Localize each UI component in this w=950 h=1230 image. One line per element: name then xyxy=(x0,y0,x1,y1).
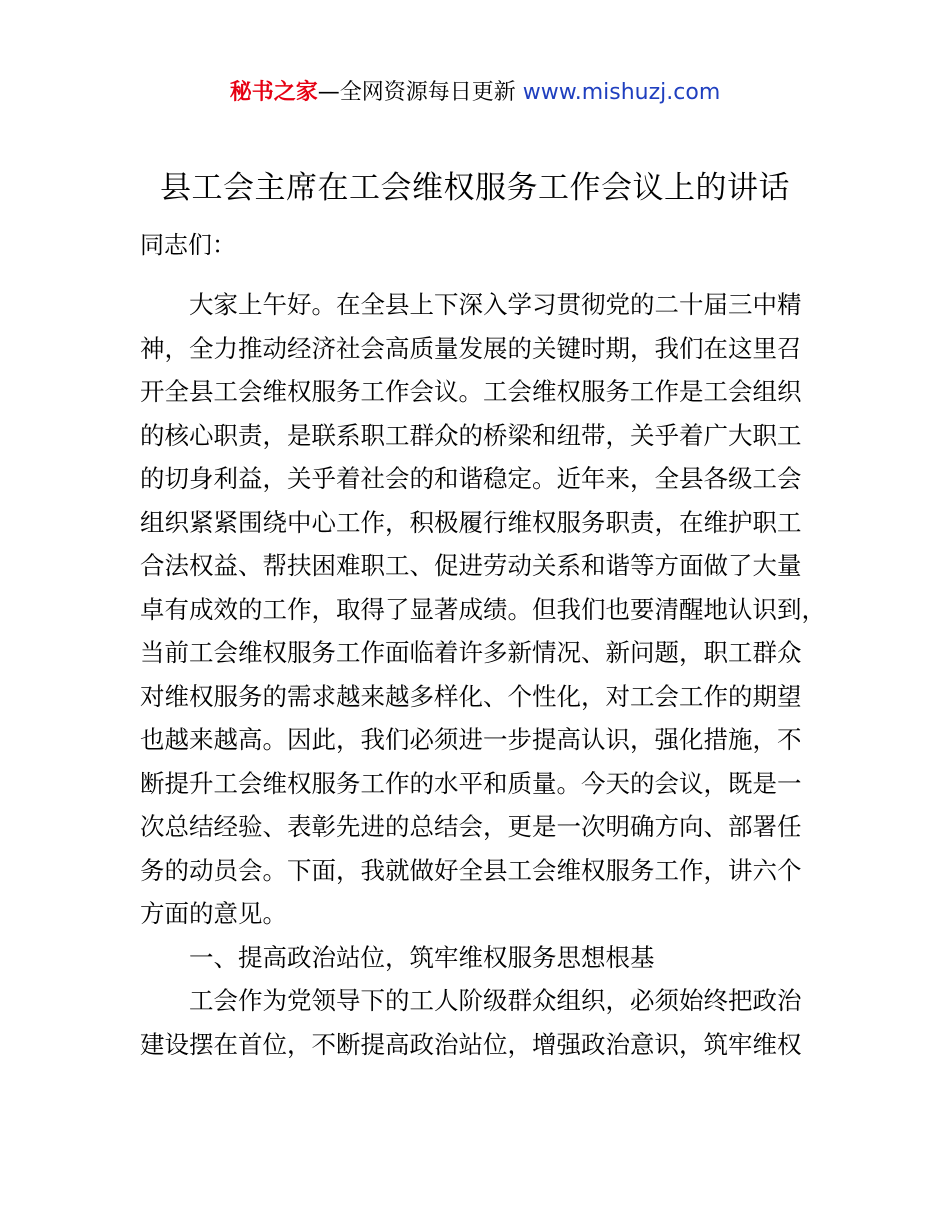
document-title: 县工会主席在工会维权服务工作会议上的讲话 xyxy=(160,170,790,206)
document-body xyxy=(140,283,826,1066)
site-tagline: —全网资源每日更新 xyxy=(317,80,523,105)
paragraph-line: 对维权服务的需求越来越多样化、个性化，对工会工作的期望 xyxy=(140,681,802,711)
paragraph-line: 次总结经验、表彰先进的总结会，更是一次明确方向、部署任 xyxy=(140,812,802,841)
paragraph-line: 也越来越高。因此，我们必须进一步提高认识，强化措施，不 xyxy=(140,725,802,754)
paragraph-line: 开全县工会维权服务工作会议。工会维权服务工作是工会组织 xyxy=(140,377,802,406)
paragraph-line: 组织紧紧围绕中心工作，积极履行维权服务职责，在维护职工 xyxy=(140,507,802,537)
paragraph-line: 大家上午好。在全县上下深入学习贯彻党的二十届三中精 xyxy=(189,290,802,319)
paragraph-line: 合法权益、帮扶困难职工、促进劳动关系和谐等方面做了大量 xyxy=(140,551,802,580)
paragraph-line: 的切身利益，关乎着社会的和谐稳定。近年来，全县各级工会 xyxy=(140,464,802,493)
section-heading: 一、提高政治站位，筑牢维权服务思想根基 xyxy=(189,942,655,972)
paragraph-line: 工会作为党领导下的工人阶级群众组织，必须始终把政治 xyxy=(189,986,802,1015)
site-url-link[interactable]: www.mishuzj.com xyxy=(522,80,721,105)
paragraph-line: 的核心职责，是联系职工群众的桥梁和纽带，关乎着广大职工 xyxy=(140,420,802,450)
paragraph-line: 当前工会维权服务工作面临着许多新情况、新问题，职工群众 xyxy=(140,638,802,667)
paragraph-line: 方面的意见。 xyxy=(140,899,287,928)
paragraph-line: 务的动员会。下面，我就做好全县工会维权服务工作，讲六个 xyxy=(140,855,802,885)
site-brand: 秘书之家 xyxy=(229,80,318,105)
salutation: 同志们： xyxy=(140,231,236,259)
paragraph-line: 建设摆在首位，不断提高政治站位，增强政治意识，筑牢维权 xyxy=(140,1029,802,1059)
paragraph-line: 断提升工会维权服务工作的水平和质量。今天的会议，既是一 xyxy=(140,768,802,798)
site-header xyxy=(0,78,950,108)
paragraph-line: 卓有成效的工作，取得了显著成绩。但我们也要清醒地认识到， xyxy=(140,594,826,624)
paragraph-line: 神，全力推动经济社会高质量发展的关键时期，我们在这里召 xyxy=(140,333,802,363)
